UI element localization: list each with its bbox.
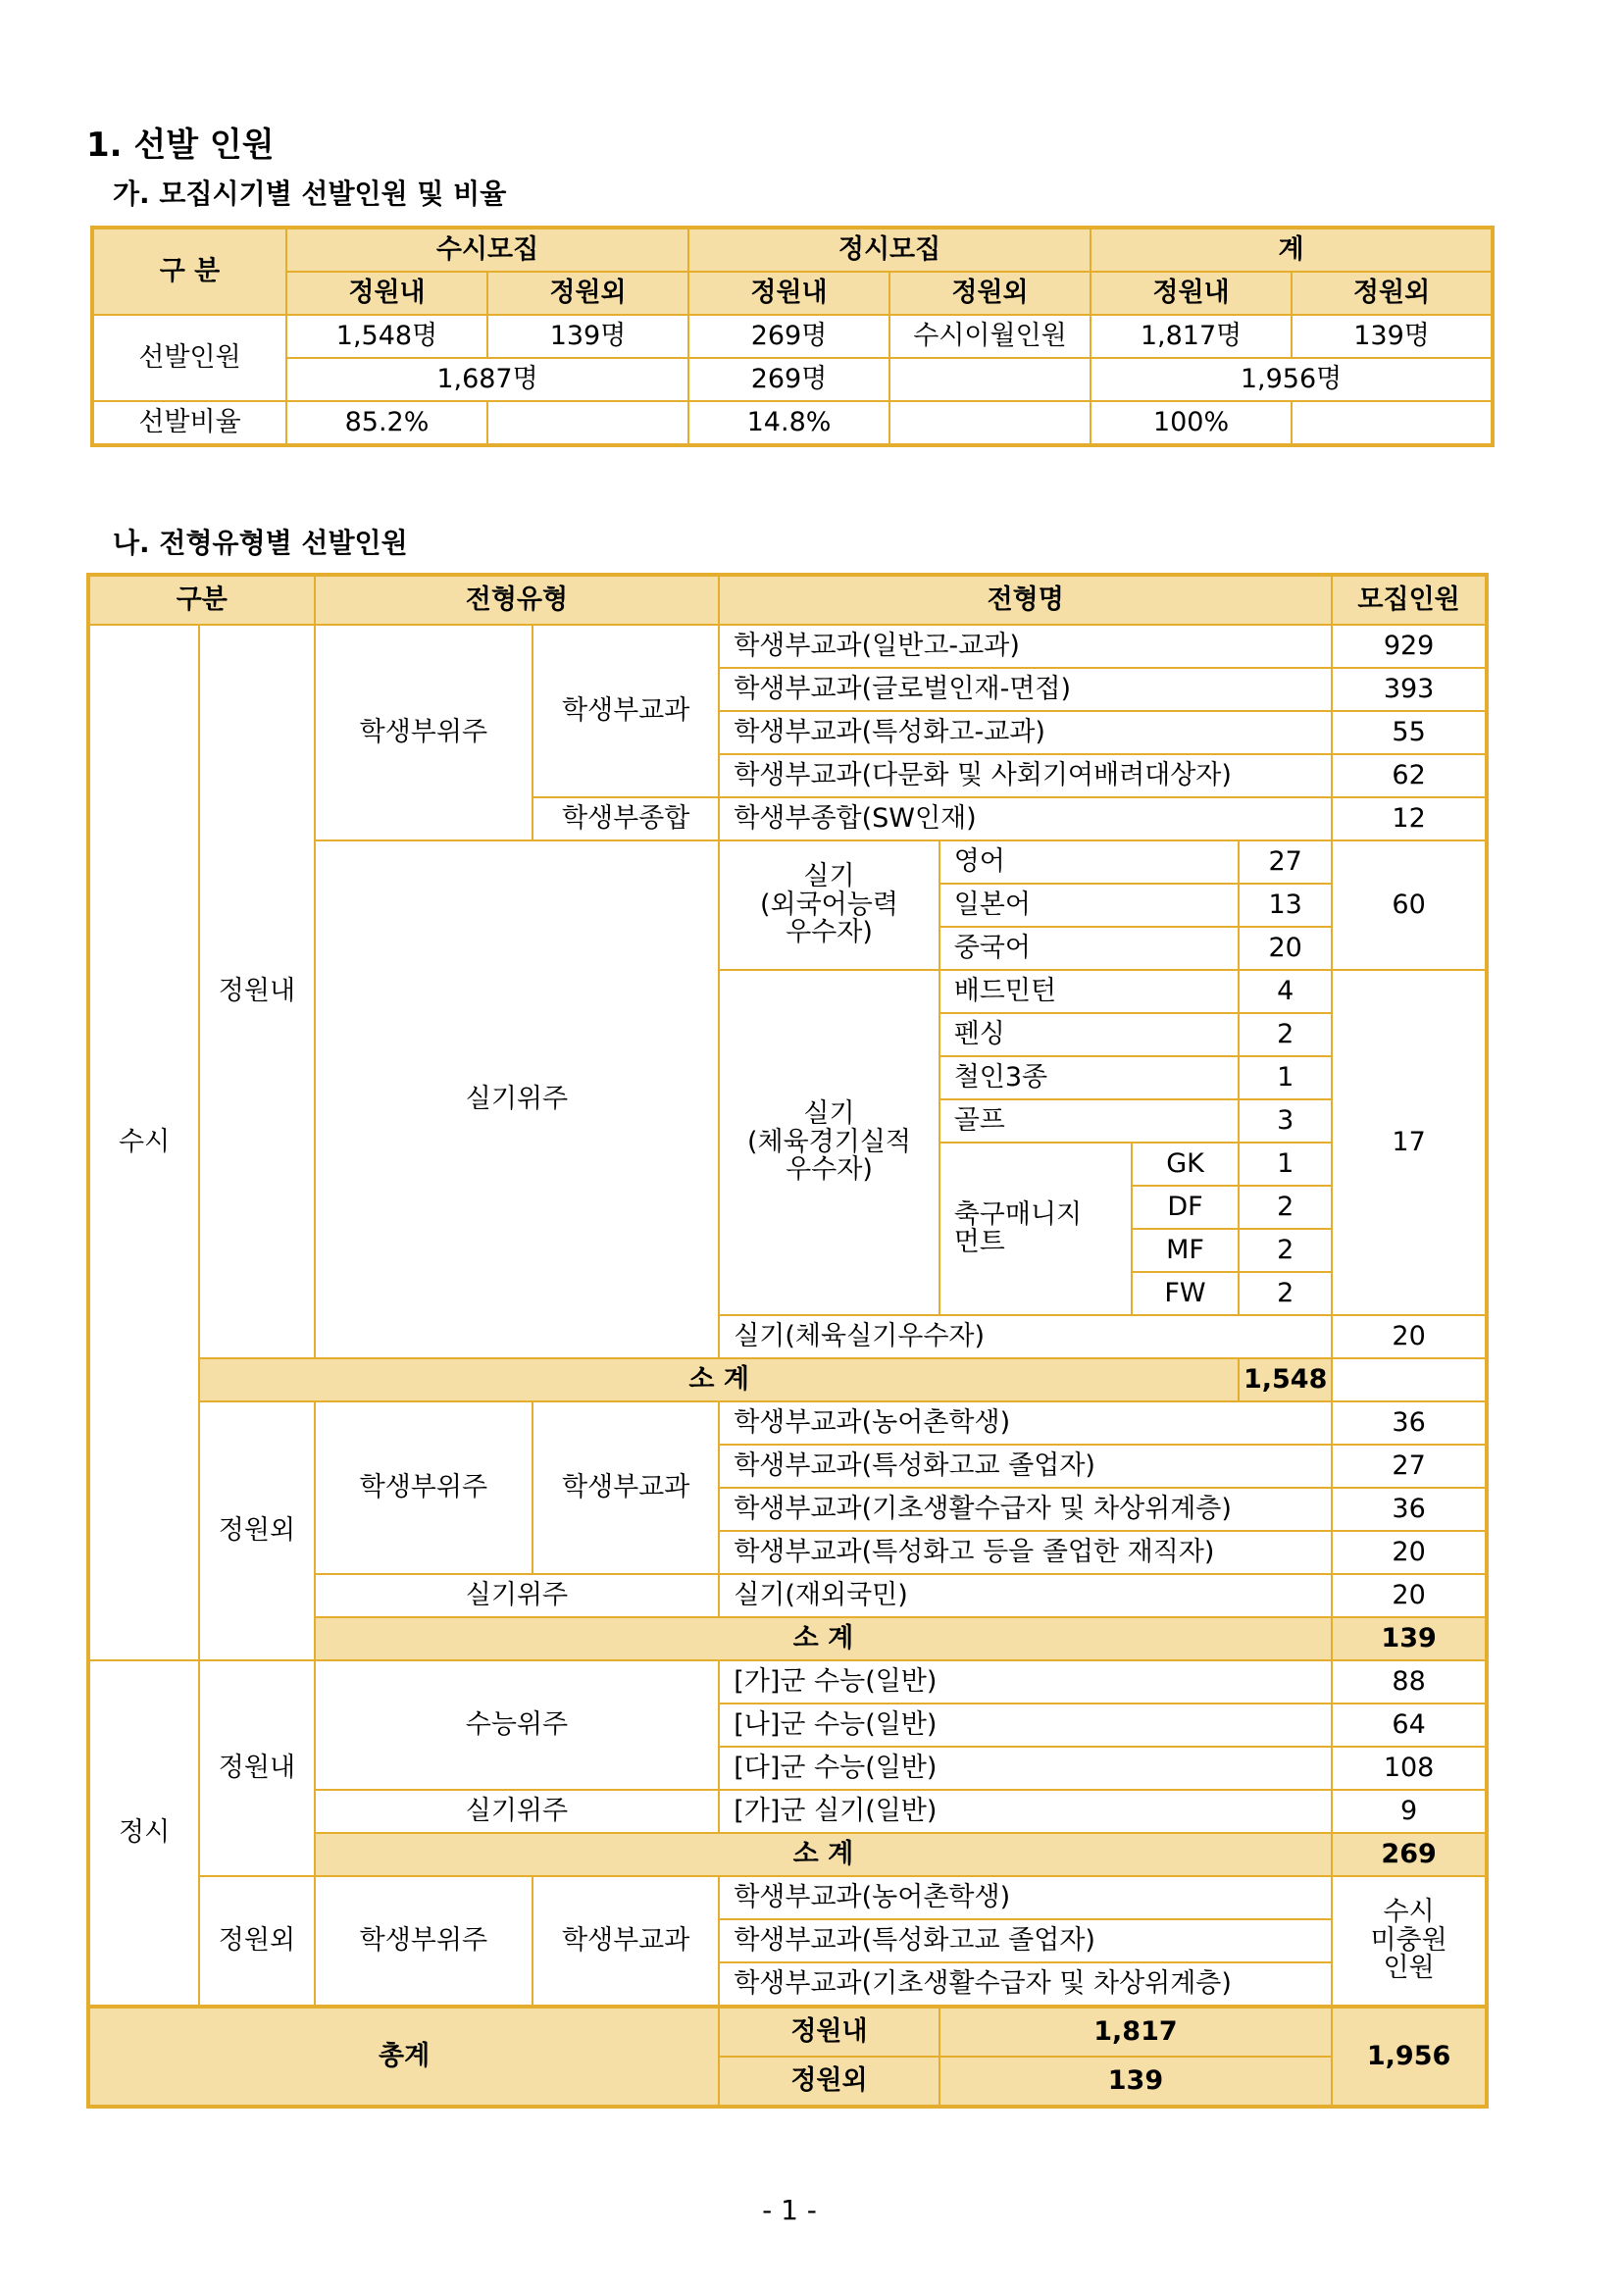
sport-fencing-count: 2 <box>1239 1013 1332 1056</box>
soccer-gk-count: 1 <box>1239 1143 1332 1186</box>
lang-english-count: 27 <box>1239 840 1332 884</box>
cell-jeong-sum: 269명 <box>688 358 889 401</box>
program-name: 학생부교과(기초생활수급자 및 차상위계층) <box>719 1488 1332 1531</box>
soccer-fw: FW <box>1132 1272 1239 1315</box>
header-out: 정원외 <box>889 272 1091 315</box>
header-out: 정원외 <box>487 272 688 315</box>
program-count: 수시 미충원 인원 <box>1332 1876 1487 2007</box>
program-name: 실기(재외국민) <box>719 1574 1332 1617</box>
program-name: 학생부교과(농어촌학생) <box>719 1401 1332 1445</box>
soccer-mf-count: 2 <box>1239 1229 1332 1272</box>
header-in: 정원내 <box>1091 272 1292 315</box>
sport-golf: 골프 <box>939 1099 1239 1143</box>
soccer-fw-count: 2 <box>1239 1272 1332 1315</box>
program-name: 학생부교과(특성화고 등을 졸업한 재직자) <box>719 1531 1332 1574</box>
group-susi-out: 정원외 <box>199 1401 314 1660</box>
type-hsr: 학생부위주 <box>315 625 533 840</box>
lang-chinese: 중국어 <box>939 927 1239 970</box>
header-in: 정원내 <box>286 272 487 315</box>
program-count: 88 <box>1332 1660 1487 1704</box>
section-title: 1. 선발 인원 <box>86 126 275 165</box>
program-count: 36 <box>1332 1401 1487 1445</box>
program-name: 학생부종합(SW인재) <box>719 797 1332 840</box>
cell-total-ratio: 100% <box>1091 401 1292 445</box>
program-count: 20 <box>1332 1531 1487 1574</box>
program-count: 9 <box>1332 1790 1487 1833</box>
lang-chinese-count: 20 <box>1239 927 1332 970</box>
group-language: 실기 (외국어능력 우수자) <box>719 840 939 970</box>
lang-english: 영어 <box>939 840 1239 884</box>
lang-total: 60 <box>1332 840 1487 970</box>
selection-by-period-table <box>90 226 1495 447</box>
sport-badminton: 배드민턴 <box>939 970 1239 1013</box>
group-jeongsi-out: 정원외 <box>199 1876 314 2007</box>
row-label-selection: 선발인원 <box>92 315 286 401</box>
table1-title: 가. 모집시기별 선발인원 및 비율 <box>113 178 507 210</box>
program-count: 108 <box>1332 1747 1487 1790</box>
type-csat: 수능위주 <box>315 1660 720 1790</box>
type-hsr: 학생부위주 <box>315 1876 533 2007</box>
soccer-gk: GK <box>1132 1143 1239 1186</box>
type-practical: 실기위주 <box>315 1790 720 1833</box>
cell-jeong-in: 269명 <box>688 315 889 358</box>
sport-triathlon: 철인3종 <box>939 1056 1239 1099</box>
subtotal-value: 1,548 <box>1239 1358 1332 1401</box>
subtotal-value: 269 <box>1332 1833 1487 1876</box>
group-jeongsi: 정시 <box>88 1660 199 2007</box>
program-name: 학생부교과(일반고-교과) <box>719 625 1332 668</box>
header-name: 전형명 <box>719 575 1332 625</box>
program-name: 학생부교과(특성화고교 졸업자) <box>719 1919 1332 1962</box>
lang-japanese: 일본어 <box>939 884 1239 927</box>
sport-triathlon-count: 1 <box>1239 1056 1332 1099</box>
program-name: 학생부교과(농어촌학생) <box>719 1876 1332 1919</box>
group-susi: 수시 <box>88 625 199 1660</box>
program-name: [나]군 수능(일반) <box>719 1704 1332 1747</box>
sport-soccer: 축구매니지 먼트 <box>939 1143 1132 1315</box>
header-count: 모집인원 <box>1332 575 1487 625</box>
soccer-df-count: 2 <box>1239 1186 1332 1229</box>
cell-empty <box>1292 401 1493 445</box>
soccer-mf: MF <box>1132 1229 1239 1272</box>
sport-fencing: 펜싱 <box>939 1013 1239 1056</box>
cell-jeong-out: 수시이월인원 <box>889 315 1091 358</box>
subtotal-value: 139 <box>1332 1617 1487 1660</box>
table2-title: 나. 전형유형별 선발인원 <box>113 527 408 559</box>
grand-out-label: 정원외 <box>719 2057 939 2107</box>
type-practical: 실기위주 <box>315 1574 720 1617</box>
program-name: [가]군 실기(일반) <box>719 1790 1332 1833</box>
header-susi: 수시모집 <box>286 228 688 272</box>
program-count: 55 <box>1332 711 1487 754</box>
header-jeongsi: 정시모집 <box>688 228 1091 272</box>
row-label-ratio: 선발비율 <box>92 401 286 445</box>
cell-total-in: 1,817명 <box>1091 315 1292 358</box>
cell-empty <box>889 358 1091 401</box>
type-hsg: 학생부교과 <box>533 625 719 797</box>
program-name: 실기(체육실기우수자) <box>719 1315 1332 1358</box>
group-susi-in: 정원내 <box>199 625 314 1358</box>
group-jeongsi-in: 정원내 <box>199 1660 314 1876</box>
cell-susi-sum: 1,687명 <box>286 358 688 401</box>
type-hsg: 학생부교과 <box>533 1401 719 1574</box>
subtotal-label: 소 계 <box>199 1358 1239 1401</box>
program-count: 62 <box>1332 754 1487 797</box>
program-count: 27 <box>1332 1445 1487 1488</box>
cell-empty <box>889 401 1091 445</box>
grand-in-value: 1,817 <box>939 2007 1332 2057</box>
header-gubun: 구 분 <box>92 228 286 315</box>
program-count: 64 <box>1332 1704 1487 1747</box>
sport-total: 17 <box>1332 970 1487 1315</box>
subtotal-label: 소 계 <box>315 1617 1333 1660</box>
header-gubun: 구분 <box>88 575 315 625</box>
cell-empty <box>487 401 688 445</box>
type-hsg: 학생부교과 <box>533 1876 719 2007</box>
cell-total-out: 139명 <box>1292 315 1493 358</box>
program-count: 393 <box>1332 668 1487 711</box>
program-name: [다]군 수능(일반) <box>719 1747 1332 1790</box>
soccer-df: DF <box>1132 1186 1239 1229</box>
lang-japanese-count: 13 <box>1239 884 1332 927</box>
cell-susi-out: 139명 <box>487 315 688 358</box>
cell-total-sum: 1,956명 <box>1091 358 1493 401</box>
page-number: - 1 - <box>762 2194 817 2226</box>
program-name: 학생부교과(다문화 및 사회기여배려대상자) <box>719 754 1332 797</box>
program-name: 학생부교과(기초생활수급자 및 차상위계층) <box>719 1962 1332 2007</box>
program-name: 학생부교과(특성화고교 졸업자) <box>719 1445 1332 1488</box>
grand-total-label: 총계 <box>88 2007 719 2107</box>
header-out: 정원외 <box>1292 272 1493 315</box>
sport-golf-count: 3 <box>1239 1099 1332 1143</box>
program-count: 36 <box>1332 1488 1487 1531</box>
subtotal-label: 소 계 <box>315 1833 1333 1876</box>
type-practical: 실기위주 <box>315 840 720 1358</box>
cell-susi-ratio: 85.2% <box>286 401 487 445</box>
type-hsj: 학생부종합 <box>533 797 719 840</box>
program-count: 929 <box>1332 625 1487 668</box>
group-sports: 실기 (체육경기실적 우수자) <box>719 970 939 1315</box>
program-count: 20 <box>1332 1315 1487 1358</box>
program-name: 학생부교과(특성화고-교과) <box>719 711 1332 754</box>
header-total: 계 <box>1091 228 1493 272</box>
grand-out-value: 139 <box>939 2057 1332 2107</box>
program-name: [가]군 수능(일반) <box>719 1660 1332 1704</box>
cell-susi-in: 1,548명 <box>286 315 487 358</box>
selection-by-type-table <box>86 573 1489 2109</box>
program-count: 20 <box>1332 1574 1487 1617</box>
grand-in-label: 정원내 <box>719 2007 939 2057</box>
sport-badminton-count: 4 <box>1239 970 1332 1013</box>
cell-jeong-ratio: 14.8% <box>688 401 889 445</box>
header-type: 전형유형 <box>315 575 720 625</box>
grand-total-value: 1,956 <box>1332 2007 1487 2107</box>
program-name: 학생부교과(글로벌인재-면접) <box>719 668 1332 711</box>
header-in: 정원내 <box>688 272 889 315</box>
type-hsr: 학생부위주 <box>315 1401 533 1574</box>
program-count: 12 <box>1332 797 1487 840</box>
